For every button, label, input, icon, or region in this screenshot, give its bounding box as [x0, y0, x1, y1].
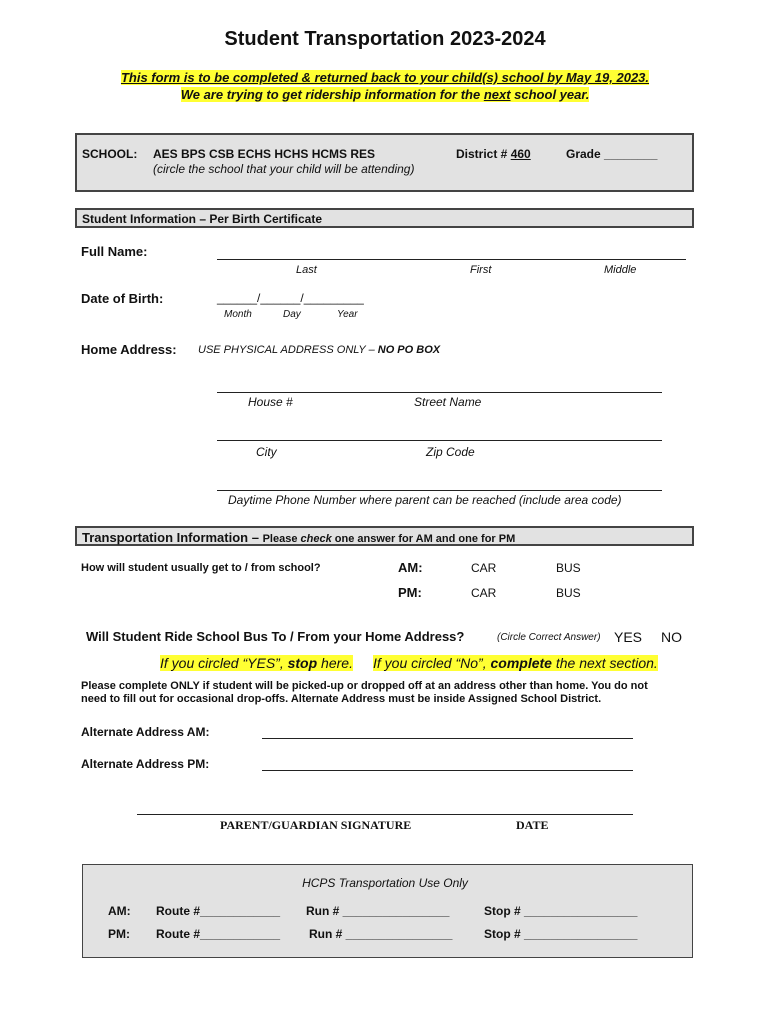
alt-address-pm-field[interactable] [262, 770, 633, 771]
dob-year-caption: Year [337, 309, 358, 320]
dob-label: Date of Birth: [81, 291, 164, 306]
address-note: USE PHYSICAL ADDRESS ONLY – NO PO BOX [198, 344, 441, 356]
am-label: AM: [398, 560, 423, 575]
no-instruction: If you circled “No”, complete the next section. [373, 655, 658, 671]
grade-field[interactable]: Grade ________ [566, 147, 658, 161]
pm-car-option[interactable]: CAR [471, 586, 497, 600]
office-pm-label: PM: [108, 927, 130, 941]
signature-label: PARENT/GUARDIAN SIGNATURE [220, 818, 412, 832]
pm-bus-option[interactable]: BUS [556, 586, 581, 600]
alt-address-instruction-1: Please complete ONLY if student will be picked-up or dropped off at an address other than home. You do not [81, 680, 648, 692]
full-name-field[interactable] [217, 259, 686, 260]
street-caption: Street Name [414, 395, 482, 409]
no-option[interactable]: NO [661, 629, 682, 645]
city-caption: City [256, 445, 277, 459]
usual-transport-question: How will student usually get to / from school? [81, 562, 321, 574]
office-pm-stop[interactable]: Stop # _________________ [484, 927, 638, 941]
house-street-field[interactable] [217, 392, 662, 393]
phone-field[interactable] [217, 490, 662, 491]
full-name-label: Full Name: [81, 244, 148, 259]
ride-bus-question: Will Student Ride School Bus To / From your Home Address? [86, 629, 465, 644]
dob-day-caption: Day [283, 309, 301, 320]
notice-line-1: This form is to be completed & returned back to your child(s) school by May 19, 2023. [120, 70, 650, 85]
office-am-label: AM: [108, 904, 131, 918]
name-middle-caption: Middle [604, 264, 637, 276]
office-use-title: HCPS Transportation Use Only [302, 876, 468, 890]
transport-header: Transportation Information – Please check one answer for AM and one for PM [75, 526, 694, 546]
student-info-header: Student Information – Per Birth Certificate [75, 208, 694, 228]
dob-field[interactable]: ______/______/_________ [217, 291, 364, 305]
date-label: DATE [516, 818, 549, 832]
office-pm-route[interactable]: Route #____________ [156, 927, 281, 941]
alt-address-instruction-2: need to fill out for occasional drop-offs. Alternate Address must be inside Assigned School District. [81, 693, 602, 705]
yes-instruction: If you circled “YES”, stop here. [160, 655, 353, 671]
am-bus-option[interactable]: BUS [556, 561, 581, 575]
city-zip-field[interactable] [217, 440, 662, 441]
dob-month-caption: Month [224, 309, 252, 320]
office-am-run[interactable]: Run # ________________ [306, 904, 450, 918]
school-options[interactable]: AES BPS CSB ECHS HCHS HCMS RES [153, 147, 376, 161]
signature-line[interactable] [137, 814, 633, 815]
alt-address-am-label: Alternate Address AM: [81, 725, 210, 739]
home-address-label: Home Address: [81, 342, 177, 357]
office-am-stop[interactable]: Stop # _________________ [484, 904, 638, 918]
office-am-route[interactable]: Route #____________ [156, 904, 281, 918]
name-first-caption: First [470, 264, 492, 276]
school-hint: (circle the school that your child will be attending) [153, 162, 415, 176]
alt-address-am-field[interactable] [262, 738, 633, 739]
am-car-option[interactable]: CAR [471, 561, 497, 575]
office-pm-run[interactable]: Run # ________________ [309, 927, 453, 941]
zip-caption: Zip Code [426, 445, 475, 459]
circle-note: (Circle Correct Answer) [497, 632, 601, 643]
district-number: District # 460 [456, 147, 531, 161]
alt-address-pm-label: Alternate Address PM: [81, 757, 210, 771]
notice-next: next [483, 87, 511, 102]
school-label: SCHOOL: [82, 147, 138, 161]
page-title: Student Transportation 2023-2024 [224, 28, 546, 50]
phone-caption: Daytime Phone Number where parent can be reached (include area code) [228, 493, 622, 507]
name-last-caption: Last [296, 264, 317, 276]
yes-option[interactable]: YES [614, 629, 643, 645]
notice-line-2: We are trying to get ridership information for the next school year. [180, 87, 590, 102]
house-caption: House # [248, 395, 293, 409]
pm-label: PM: [398, 585, 422, 600]
